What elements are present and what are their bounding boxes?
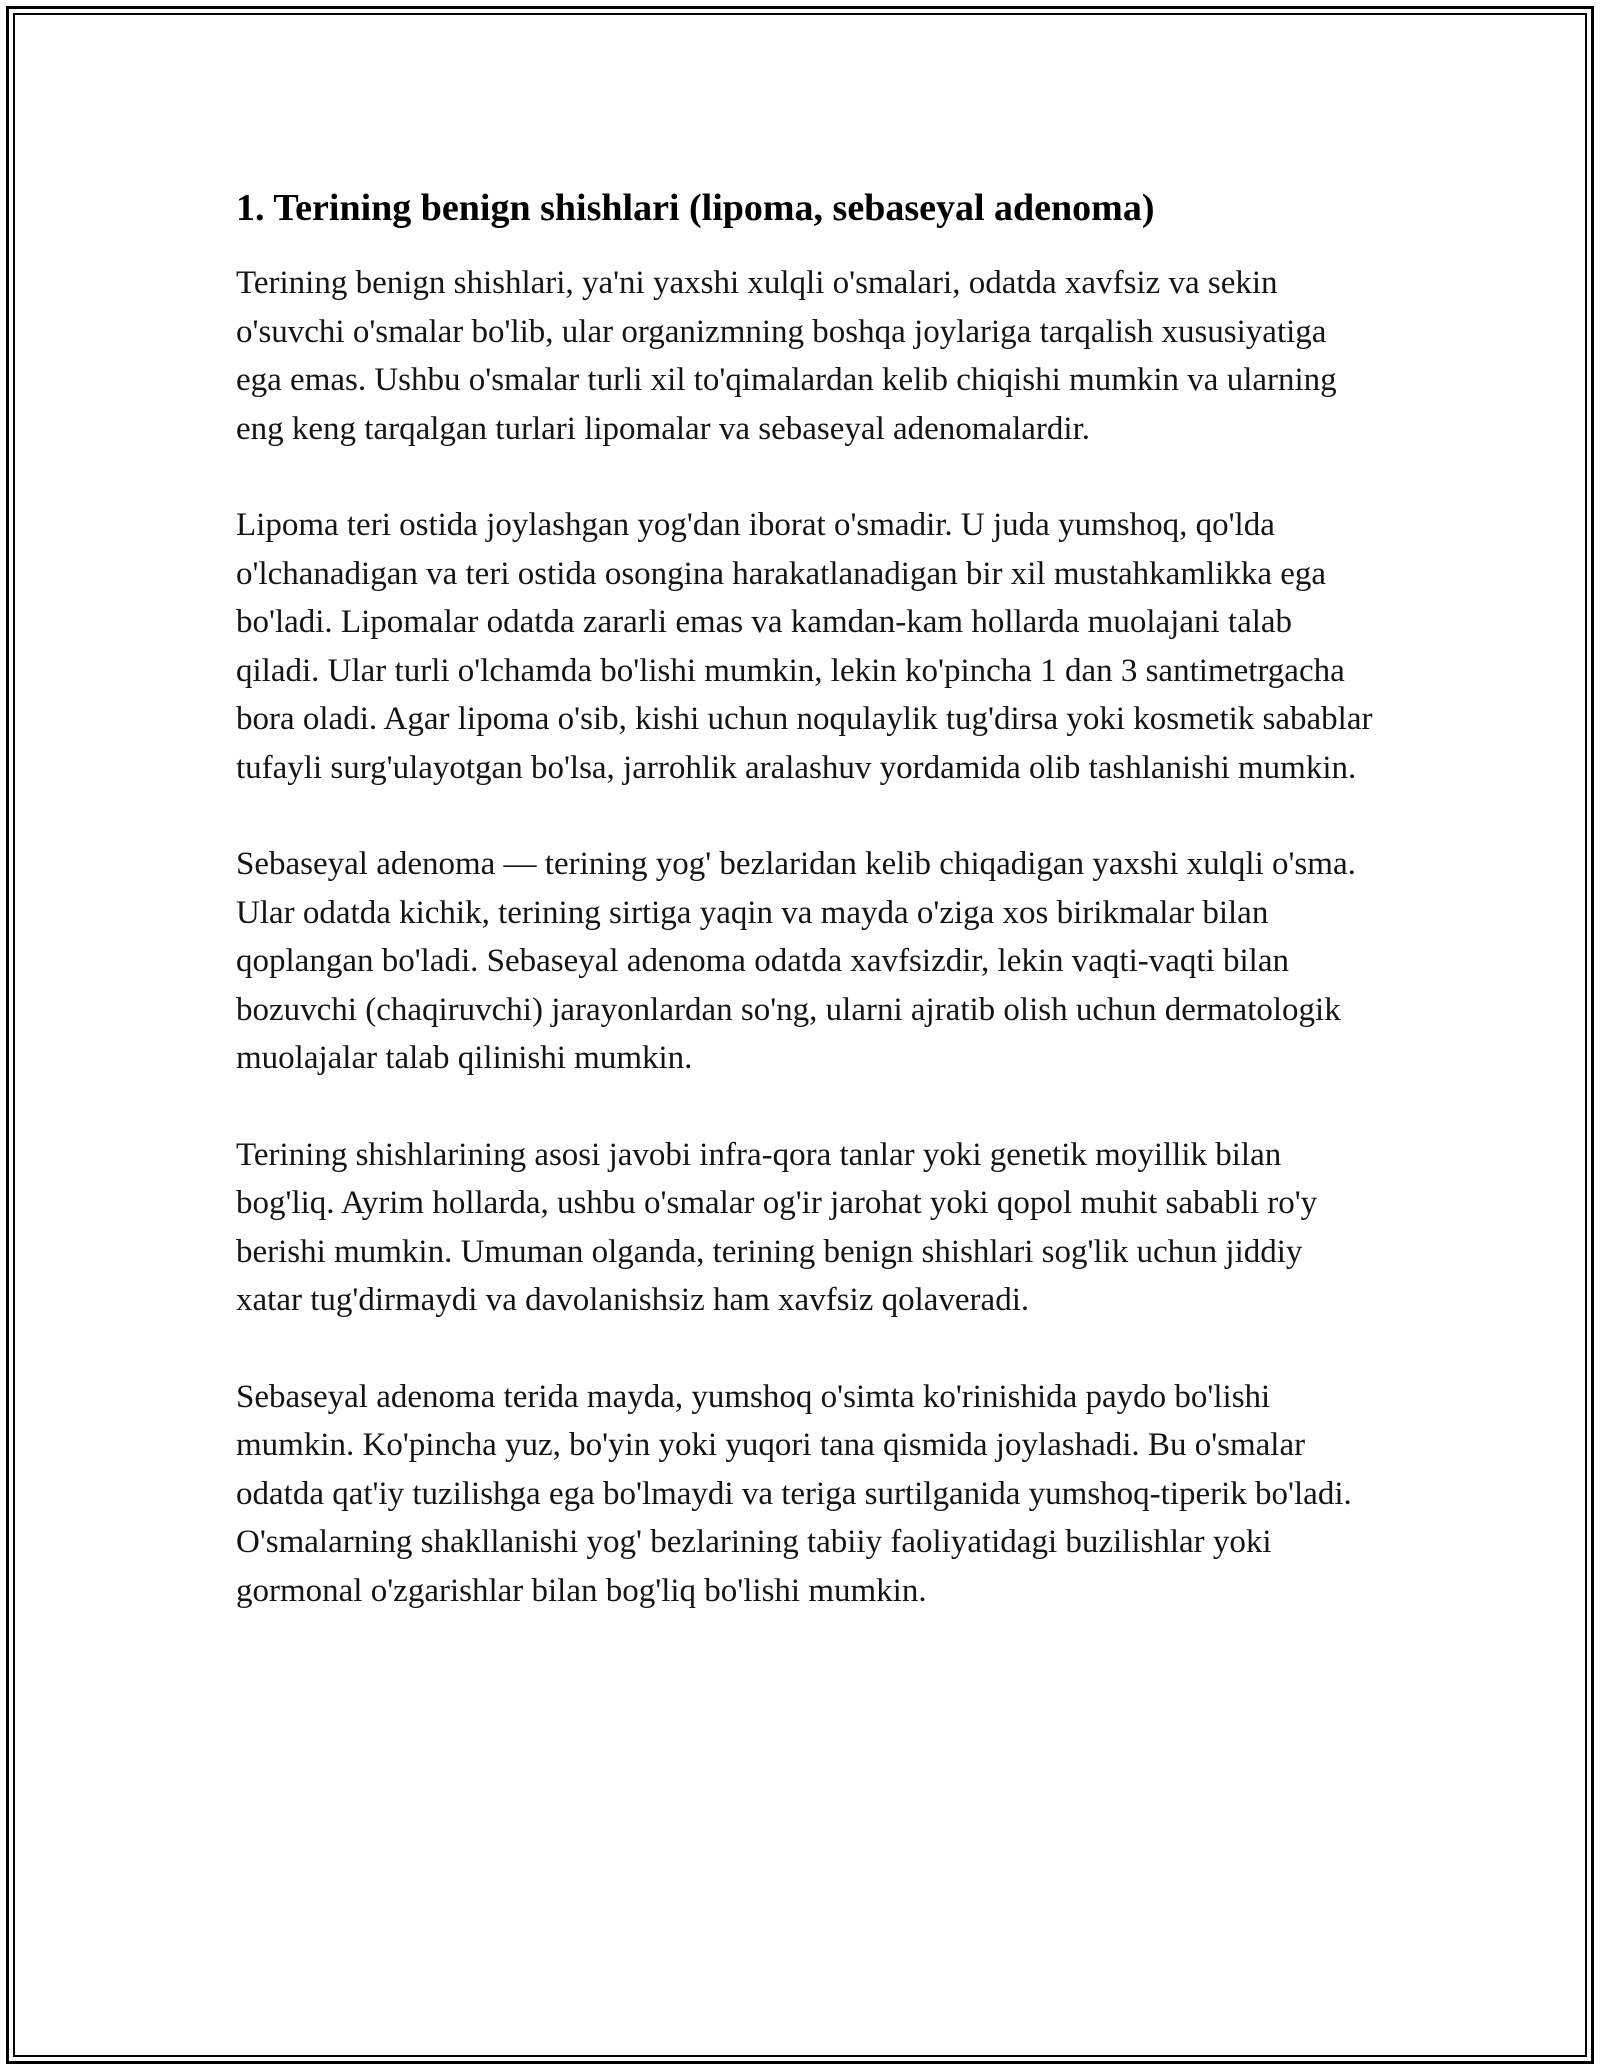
paragraph-appearance: Sebaseyal adenoma terida mayda, yumshoq o'simta ko'rinishida paydo bo'lishi mumkin. Ko'pincha yuz, bo'yin yoki yuqori tana qismida joylashadi. Bu o'smalar odatda qat'iy tuzilishga ega bo'lmaydi va teriga surtilganida yumshoq-tiperik bo'ladi. O'smalarning shakllanishi yog' bezlarining tabiiy faoliyatidagi buzilishlar yoki gormonal o'zgarishlar bilan bog'liq bo'lishi mumkin. [236, 1378, 1352, 1609]
paragraph-lipoma: Lipoma teri ostida joylashgan yog'dan iborat o'smadir. U juda yumshoq, qo'lda o'lchanadigan va teri ostida osongina harakatlanadigan bir xil mustahkamlikka ega bo'ladi. Lipomalar odatda zararli emas va kamdan-kam hollarda muolajani talab qiladi. Ular turli o'lchamda bo'lishi mumkin, lekin ko'pincha 1 dan 3 santimetrgacha bora oladi. Agar lipoma o'sib, kishi uchun noqulaylik tug'dirsa yoki kosmetik sabablar tufayli surg'ulayotgan bo'lsa, jarrohlik aralashuv yordamida olib tashlanishi mumkin. [236, 507, 1373, 786]
paragraph-causes: Terining shishlarining asosi javobi infra-qora tanlar yoki genetik moyillik bilan bog'liq. Ayrim hollarda, ushbu o'smalar og'ir jarohat yoki qopol muhit sababli ro'y berishi mumkin. Umuman olganda, terining benign shishlari sog'lik uchun jiddiy xatar tug'dirmaydi va davolanishsiz ham xavfsiz qolaveradi. [236, 1136, 1318, 1318]
paragraph-intro: Terining benign shishlari, ya'ni yaxshi xulqli o'smalari, odatda xavfsiz va sekin o'suvchi o'smalar bo'lib, ular organizmning boshqa joylariga tarqalish xususiyatiga ega emas. Ushbu o'smalar turli xil to'qimalardan kelib chiqishi mumkin va ularning eng keng tarqalgan turlari lipomalar va sebaseyal adenomalardir. [236, 265, 1337, 447]
paragraph-sebaceous-adenoma: Sebaseyal adenoma — terining yog' bezlaridan kelib chiqadigan yaxshi xulqli o'sma. Ular odatda kichik, terining sirtiga yaqin va mayda o'ziga xos birikmalar bilan qoplangan bo'ladi. Sebaseyal adenoma odatda xavfsizdir, lekin vaqti-vaqti bilan bozuvchi (chaqiruvchi) jarayonlardan so'ng, ularni ajratib olish uchun dermatologik muolajalar talab qilinishi mumkin. [236, 846, 1356, 1076]
document-body [236, 184, 1376, 1663]
section-heading: 1. Terining benign shishlari (lipoma, sebaseyal adenoma) [236, 187, 1155, 229]
